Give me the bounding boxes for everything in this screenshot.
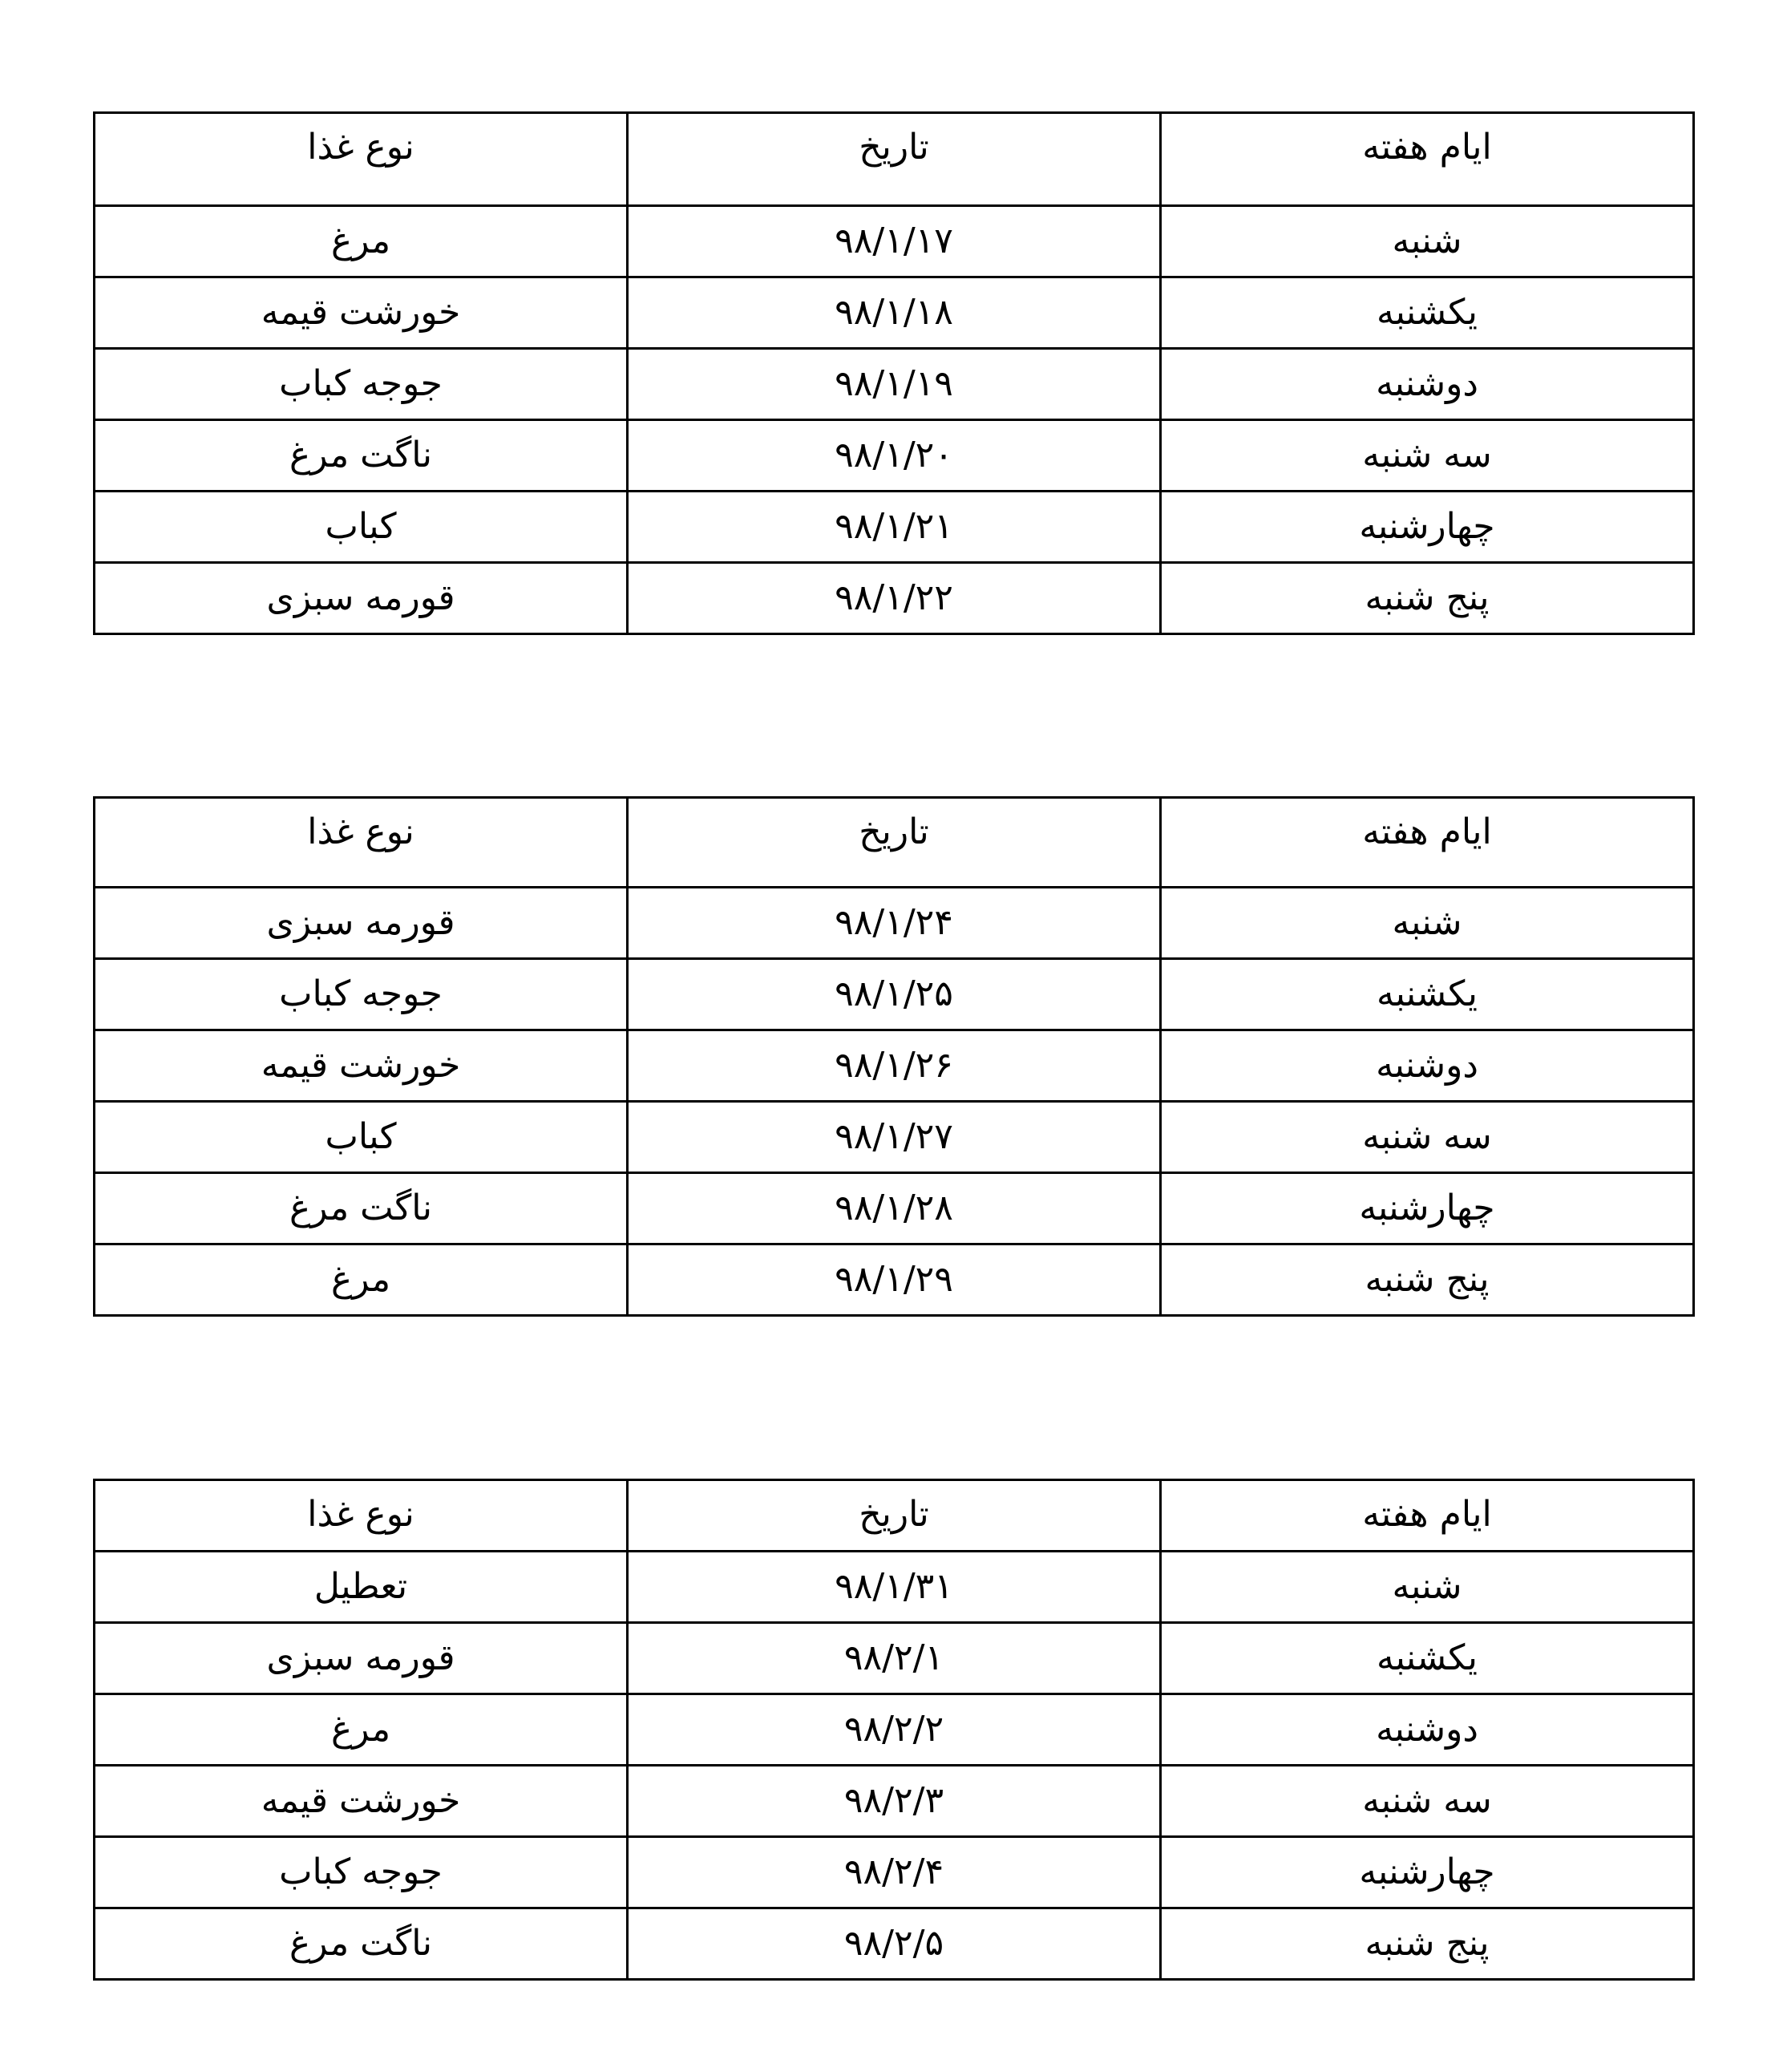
table-row (95, 277, 1694, 349)
cell-day: شنبه (1161, 206, 1694, 277)
table-row (95, 1030, 1694, 1102)
cell-day: سه شنبه (1161, 420, 1694, 492)
header-date: تاریخ (628, 1480, 1161, 1552)
cell-day: یکشنبه (1161, 1623, 1694, 1694)
table-row (95, 1173, 1694, 1244)
cell-date: ۹۸/۱/۲۹ (628, 1244, 1161, 1316)
table-row (95, 1908, 1694, 1980)
table-row (95, 420, 1694, 492)
cell-day: یکشنبه (1161, 959, 1694, 1030)
cell-day: دوشنبه (1161, 1694, 1694, 1766)
cell-date: ۹۸/۱/۲۰ (628, 420, 1161, 492)
cell-food: قورمه سبزی (95, 888, 628, 959)
cell-food: تعطیل (95, 1552, 628, 1623)
menu-table-week-3 (93, 1479, 1695, 1981)
cell-date: ۹۸/۱/۲۵ (628, 959, 1161, 1030)
cell-food: ناگت مرغ (95, 1173, 628, 1244)
cell-day: شنبه (1161, 888, 1694, 959)
cell-day: یکشنبه (1161, 277, 1694, 349)
cell-date: ۹۸/۱/۲۴ (628, 888, 1161, 959)
header-food: نوع غذا (95, 1480, 628, 1552)
table-row (95, 1837, 1694, 1908)
cell-food: قورمه سبزی (95, 1623, 628, 1694)
cell-day: چهارشنبه (1161, 1173, 1694, 1244)
cell-food: جوجه کباب (95, 1837, 628, 1908)
header-day: ایام هفته (1161, 798, 1694, 888)
cell-day: شنبه (1161, 1552, 1694, 1623)
menu-table-week-2 (93, 796, 1695, 1317)
cell-food: مرغ (95, 206, 628, 277)
cell-food: مرغ (95, 1694, 628, 1766)
table-header-row (95, 1480, 1694, 1552)
table-row (95, 492, 1694, 563)
cell-food: ناگت مرغ (95, 420, 628, 492)
table-row (95, 206, 1694, 277)
cell-date: ۹۸/۲/۴ (628, 1837, 1161, 1908)
header-date: تاریخ (628, 113, 1161, 206)
cell-day: پنج شنبه (1161, 1244, 1694, 1316)
cell-date: ۹۸/۲/۵ (628, 1908, 1161, 1980)
cell-food: جوجه کباب (95, 959, 628, 1030)
table-header-row (95, 113, 1694, 206)
cell-day: پنج شنبه (1161, 563, 1694, 634)
table-header-row (95, 798, 1694, 888)
cell-date: ۹۸/۱/۱۷ (628, 206, 1161, 277)
cell-food: مرغ (95, 1244, 628, 1316)
cell-date: ۹۸/۱/۱۸ (628, 277, 1161, 349)
table-row (95, 563, 1694, 634)
header-day: ایام هفته (1161, 113, 1694, 206)
cell-date: ۹۸/۱/۱۹ (628, 349, 1161, 420)
cell-food: جوجه کباب (95, 349, 628, 420)
cell-food: ناگت مرغ (95, 1908, 628, 1980)
cell-date: ۹۸/۱/۲۷ (628, 1102, 1161, 1173)
cell-food: خورشت قیمه (95, 1766, 628, 1837)
cell-food: کباب (95, 1102, 628, 1173)
table-row (95, 1623, 1694, 1694)
table-row (95, 1694, 1694, 1766)
cell-date: ۹۸/۱/۲۸ (628, 1173, 1161, 1244)
cell-date: ۹۸/۲/۱ (628, 1623, 1161, 1694)
cell-date: ۹۸/۱/۲۲ (628, 563, 1161, 634)
cell-day: دوشنبه (1161, 1030, 1694, 1102)
table-row (95, 349, 1694, 420)
table-row (95, 1766, 1694, 1837)
cell-food: قورمه سبزی (95, 563, 628, 634)
cell-date: ۹۸/۱/۲۱ (628, 492, 1161, 563)
header-food: نوع غذا (95, 113, 628, 206)
table-row (95, 1552, 1694, 1623)
cell-food: کباب (95, 492, 628, 563)
header-day: ایام هفته (1161, 1480, 1694, 1552)
header-date: تاریخ (628, 798, 1161, 888)
cell-day: سه شنبه (1161, 1766, 1694, 1837)
cell-date: ۹۸/۲/۲ (628, 1694, 1161, 1766)
cell-date: ۹۸/۱/۲۶ (628, 1030, 1161, 1102)
cell-food: خورشت قیمه (95, 1030, 628, 1102)
cell-day: چهارشنبه (1161, 492, 1694, 563)
table-row (95, 1102, 1694, 1173)
header-food: نوع غذا (95, 798, 628, 888)
cell-day: دوشنبه (1161, 349, 1694, 420)
cell-date: ۹۸/۱/۳۱ (628, 1552, 1161, 1623)
cell-food: خورشت قیمه (95, 277, 628, 349)
table-row (95, 959, 1694, 1030)
table-row (95, 888, 1694, 959)
cell-date: ۹۸/۲/۳ (628, 1766, 1161, 1837)
cell-day: چهارشنبه (1161, 1837, 1694, 1908)
cell-day: پنج شنبه (1161, 1908, 1694, 1980)
table-row (95, 1244, 1694, 1316)
menu-table-week-1 (93, 111, 1695, 635)
cell-day: سه شنبه (1161, 1102, 1694, 1173)
